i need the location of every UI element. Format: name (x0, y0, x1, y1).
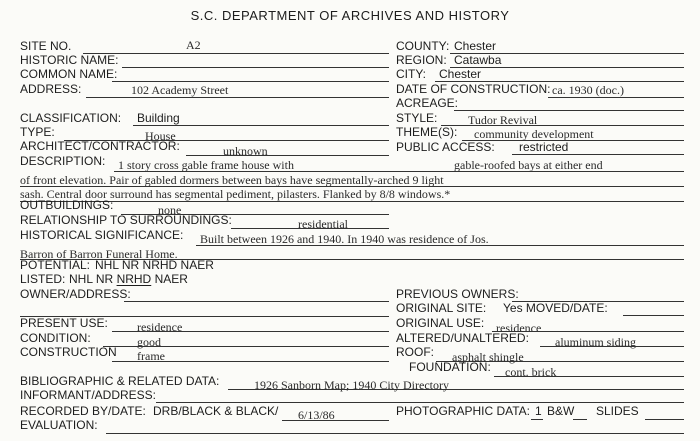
historical-significance-underline-1 (196, 245, 684, 246)
owner-address-label: OWNER/ADDRESS: (20, 287, 131, 301)
photographic-count-line (531, 419, 543, 420)
photographic-type-line (573, 419, 587, 420)
classification-label: CLASSIFICATION: (20, 111, 122, 125)
date-of-construction-line (548, 97, 684, 98)
county-label: COUNTY: (396, 39, 450, 53)
listed-value-post: NAER (151, 272, 188, 286)
county-value: Chester (454, 39, 497, 53)
date-of-construction-label: DATE OF CONSTRUCTION: (396, 82, 551, 96)
city-label: CITY: (396, 67, 427, 81)
original-use-label: ORIGINAL USE: (396, 316, 485, 330)
public-access-label: PUBLIC ACCESS: (396, 140, 495, 154)
potential-label: POTENTIAL: (20, 258, 91, 272)
historical-significance-line1: Built between 1926 and 1940. In 1940 was residence of Jos. (200, 232, 489, 246)
listed-value-pre: NHL NR (69, 272, 117, 286)
themes-line (462, 140, 684, 141)
roof-label: ROOF: (396, 345, 434, 359)
altered-value: aluminum siding (555, 335, 636, 349)
construction-value: frame (137, 349, 165, 363)
foundation-label: FOUNDATION: (409, 360, 491, 374)
description-underline-3 (20, 201, 684, 202)
public-access-line (512, 154, 684, 155)
date-of-construction-value: ca. 1930 (doc.) (552, 83, 624, 97)
site-no-value: A2 (186, 38, 201, 52)
original-use-value: residence (496, 321, 542, 335)
historical-significance-label: HISTORICAL SIGNIFICANCE: (20, 228, 184, 242)
condition-value: good (137, 335, 161, 349)
description-underline-1 (114, 171, 684, 172)
description-label: DESCRIPTION: (20, 154, 106, 168)
description-line1b: gable-roofed bays at either end (454, 158, 603, 172)
original-site-label: ORIGINAL SITE: (396, 301, 487, 315)
original-site-line (623, 315, 684, 316)
site-no-label: SITE NO. (20, 39, 72, 53)
acreage-line (454, 110, 684, 111)
evaluation-label: EVALUATION: (20, 418, 98, 432)
foundation-value: cont. brick (505, 365, 557, 379)
acreage-label: ACREAGE: (396, 96, 459, 110)
photographic-slides-line (645, 419, 684, 420)
historic-name-label: HISTORIC NAME: (20, 53, 119, 67)
relationship-value: residential (298, 217, 348, 231)
recorded-by-line (282, 420, 389, 421)
city-value: Chester (439, 67, 482, 81)
description-line1: 1 story cross gable frame house with (118, 158, 294, 172)
classification-value: Building (137, 111, 180, 125)
page-title: S.C. DEPARTMENT OF ARCHIVES AND HISTORY (190, 8, 510, 23)
recorded-by-date: 6/13/86 (298, 408, 335, 422)
foundation-line (494, 376, 684, 377)
type-value: House (145, 129, 176, 143)
recorded-by-value: DRB/BLACK & BLACK/ (153, 404, 279, 418)
photographic-label: PHOTOGRAPHIC DATA: (396, 404, 531, 418)
style-label: STYLE: (396, 111, 438, 125)
photographic-count: 1 (535, 404, 542, 418)
relationship-label: RELATIONSHIP TO SURROUNDINGS: (20, 213, 232, 227)
photographic-slides: SLIDES (596, 404, 639, 418)
type-label: TYPE: (20, 125, 55, 139)
historic-name-line (122, 67, 389, 68)
themes-value: community development (474, 127, 594, 141)
bibliographic-label: BIBLIOGRAPHIC & RELATED DATA: (20, 374, 220, 388)
listed-value-nrhd: NRHD (116, 272, 152, 286)
region-label: REGION: (396, 53, 447, 67)
bibliographic-line (228, 389, 684, 390)
altered-line (540, 346, 684, 347)
informant-label: INFORMANT/ADDRESS: (20, 388, 157, 402)
classification-line (133, 125, 389, 126)
relationship-line (231, 228, 389, 229)
outbuildings-value: none (158, 203, 182, 217)
listed-value (69, 273, 188, 286)
architect-line (186, 155, 389, 156)
historical-significance-line2: Barron of Barron Funeral Home. (20, 247, 178, 261)
photographic-type: B&W (547, 404, 575, 418)
architect-label: ARCHITECT/CONTRACTOR: (20, 139, 180, 153)
original-site-value: Yes MOVED/DATE: (503, 301, 608, 315)
style-line (441, 125, 684, 126)
present-use-value: residence (137, 320, 183, 334)
altered-label: ALTERED/UNALTERED: (396, 331, 529, 345)
region-line (450, 67, 684, 68)
region-value: Catawba (454, 53, 502, 67)
listed-label: LISTED: (20, 272, 66, 286)
condition-line (103, 346, 389, 347)
description-line2: of front elevation. Pair of gabled dormers between bays have segmentally-arched 9 light (20, 173, 444, 187)
site-no-line (83, 53, 389, 54)
recorded-by-label: RECORDED BY/DATE: (20, 404, 146, 418)
address-label: ADDRESS: (20, 82, 82, 96)
evaluation-line (106, 433, 684, 434)
informant-line (156, 402, 684, 403)
construction-line (112, 361, 389, 362)
construction-label: CONSTRUCTION (20, 345, 117, 359)
common-name-label: COMMON NAME: (20, 67, 118, 81)
public-access-value: restricted (519, 140, 569, 154)
owner-address-line-1 (124, 301, 389, 302)
address-value: 102 Academy Street (131, 83, 229, 97)
roof-value: asphalt shingle (452, 350, 524, 364)
present-use-label: PRESENT USE: (20, 316, 108, 330)
description-line3: sash. Central door surround has segmental pediment, pilasters. Flanked by 8/8 windows.* (20, 187, 451, 201)
themes-label: THEME(S): (396, 125, 458, 139)
bibliographic-value: 1926 Sanborn Map; 1940 City Directory (254, 378, 449, 392)
condition-label: CONDITION: (20, 331, 91, 345)
architect-value: unknown (223, 144, 268, 158)
present-use-line (112, 331, 389, 332)
common-name-line (112, 81, 389, 82)
outbuildings-label: OUTBUILDINGS: (20, 198, 114, 212)
potential-value: NHL NR NRHD NAER (95, 258, 214, 272)
style-value: Tudor Revival (468, 113, 538, 127)
previous-owners-label: PREVIOUS OWNERS: (396, 287, 519, 301)
address-line (86, 97, 389, 98)
